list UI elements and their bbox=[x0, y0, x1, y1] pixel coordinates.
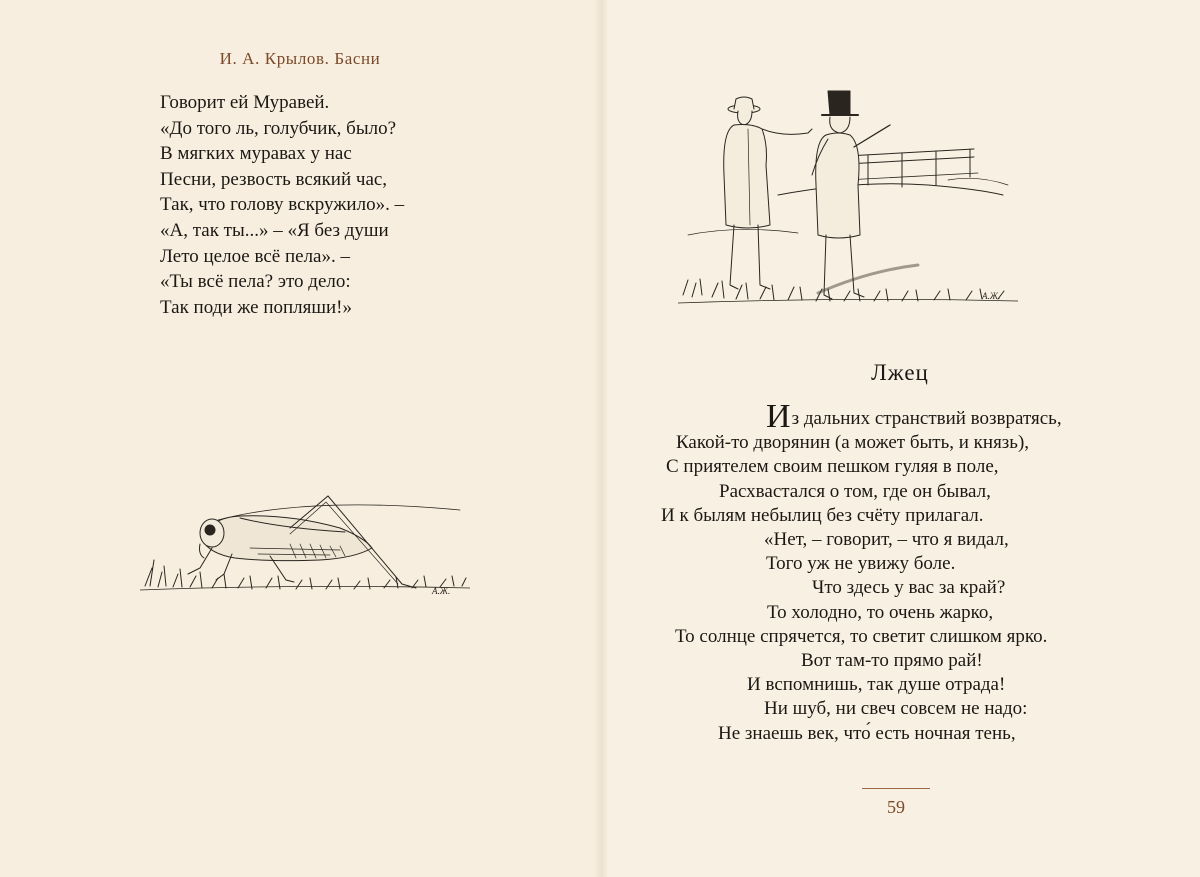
two-gentlemen-illustration bbox=[678, 85, 1018, 310]
grasshopper-illustration bbox=[140, 488, 470, 600]
verse-line: «А, так ты...» – «Я без души bbox=[160, 219, 389, 241]
verse-line: Что здесь у вас за край? bbox=[812, 577, 1006, 599]
verse-line-text: з дальних странствий возвратясь, bbox=[791, 408, 1062, 429]
verse-line: Говорит ей Муравей. bbox=[160, 92, 330, 113]
verse-line: Не знаешь век, что́ есть ночная тень, bbox=[718, 722, 1016, 744]
verse-line: То холодно, то очень жарко, bbox=[767, 601, 994, 623]
fable-title: Лжец bbox=[871, 360, 929, 385]
verse-line: И к былям небылиц без счёту прилагал. bbox=[661, 504, 984, 526]
page-number-rule bbox=[862, 788, 930, 789]
verse-line: В мягких муравах у нас bbox=[160, 143, 352, 165]
verse-line: Лето целое всё пела». – bbox=[160, 245, 350, 267]
verse-line: И вспомнишь, так душе отрада! bbox=[747, 674, 1006, 696]
verse-line: Так, что голову вскружило». – bbox=[160, 194, 405, 216]
illustration-signature: А.Ж. bbox=[982, 291, 1001, 301]
verse-line-first bbox=[766, 398, 1200, 435]
fable-poem bbox=[600, 398, 1200, 746]
verse-line: Так поди же попляши!» bbox=[160, 296, 352, 318]
verse-line: Того уж не увижу боле. bbox=[766, 553, 956, 575]
fable-ending-stanza bbox=[160, 90, 404, 320]
verse-line: Вот там-то прямо рай! bbox=[801, 650, 983, 672]
verse-line: То солнце спрячется, то светит слишком ярко. bbox=[675, 625, 1048, 647]
page-number: 59 bbox=[887, 797, 905, 817]
verse-line: Расхвастался о том, где он бывал, bbox=[719, 480, 991, 502]
verse-line: Ни шуб, ни свеч совсем не надо: bbox=[764, 698, 1028, 720]
book-gutter bbox=[594, 0, 608, 877]
verse-line: «Нет, – говорит, – что я видал, bbox=[764, 529, 1009, 551]
running-head: И. А. Крылов. Басни bbox=[219, 49, 381, 68]
verse-line: Песни, резвость всякий час, bbox=[160, 168, 388, 190]
drop-cap: И bbox=[766, 398, 791, 435]
verse-line: «До того ль, голубчик, было? bbox=[160, 117, 397, 139]
illustration-signature: А.Ж. bbox=[432, 586, 451, 596]
verse-line: С приятелем своим пешком гуляя в поле, bbox=[666, 456, 999, 478]
right-page bbox=[600, 0, 1200, 877]
verse-line: «Ты всё пела? это дело: bbox=[160, 271, 351, 293]
verse-line: Какой-то дворянин (а может быть, и князь), bbox=[676, 432, 1030, 454]
